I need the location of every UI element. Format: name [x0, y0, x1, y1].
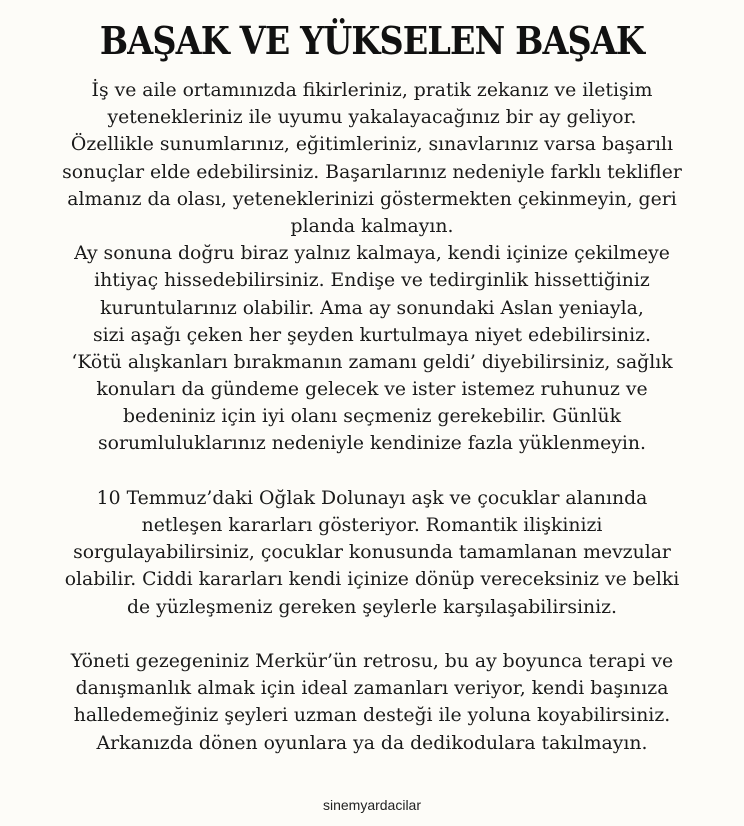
text-line: halledemeğiniz şeyleri uzman desteği ile yoluna koyabilirsiniz.: [73, 704, 671, 727]
text-line: olabilir. Ciddi kararları kendi içinize dönüp vereceksiniz ve belki: [64, 568, 680, 591]
paragraph-1: [0, 77, 744, 458]
paragraph-2: [0, 485, 744, 621]
page-title: BAŞAK VE YÜKSELEN BAŞAK: [99, 18, 645, 63]
text-line: sorgulayabilirsiniz, çocuklar konusunda tamamlanan mevzular: [73, 541, 671, 564]
text-line: sonuçlar elde edebilirsiniz. Başarılarınız nedeniyle farklı teklifler: [62, 160, 682, 183]
text-line: sorumluluklarınız nedeniyle kendinize fazla yüklenmeyin.: [98, 432, 646, 455]
text-line: konuları da gündeme gelecek ve ister istemez ruhunuz ve: [96, 378, 648, 401]
text-line: kuruntularınız olabilir. Ama ay sonundaki Aslan yeniayla,: [100, 296, 644, 319]
text-line: ihtiyaç hissedebilirsiniz. Endişe ve tedirginlik hissettiğiniz: [94, 269, 650, 292]
text-line: netleşen kararları gösteriyor. Romantik ilişkinizi: [141, 514, 603, 536]
text-line: 10 Temmuz’daki Oğlak Dolunayı aşk ve çocuklar alanında: [96, 486, 648, 509]
text-line: Özellikle sunumlarınız, eğitimleriniz, sınavlarınız varsa başarılı: [70, 133, 674, 156]
paragraph-3: [0, 648, 744, 757]
text-line: danışmanlık almak için ideal zamanları veriyor, kendi başınıza: [75, 677, 669, 700]
text-line: Yöneti gezegeniniz Merkür’ün retrosu, bu ay boyunca terapi ve: [70, 649, 674, 672]
text-line: Arkanızda dönen oyunlara ya da dedikodulara takılmayın.: [96, 731, 648, 754]
article-body: [0, 77, 744, 757]
text-line: sizi aşağı çeken her şeyden kurtulmaya niyet edebilirsiniz.: [92, 323, 652, 346]
text-line: planda kalmayın.: [290, 214, 454, 237]
text-line: ‘Kötü alışkanları bırakmanın zamanı geldi’ diyebilirsiniz, sağlık: [71, 350, 673, 373]
text-line: bedeniniz için iyi olanı seçmeniz gerekebilir. Günlük: [123, 405, 621, 428]
text-line: almanız da olası, yeteneklerinizi göstermekten çekinmeyin, geri: [67, 187, 677, 210]
text-line: de yüzleşmeniz gereken şeylerle karşılaşabilirsiniz.: [127, 595, 617, 618]
author-signature: sinemyardacilar: [322, 797, 422, 813]
text-line: yetenekleriniz ile uyumu yakalayacağınız bir ay geliyor.: [107, 106, 637, 129]
text-line: İş ve aile ortamınızda fikirleriniz, pratik zekanız ve iletişim: [91, 79, 653, 101]
text-line: Ay sonuna doğru biraz yalnız kalmaya, kendi içinize çekilmeye: [74, 242, 670, 265]
paragraph-spacer: [0, 621, 744, 648]
paragraph-spacer: [0, 458, 744, 485]
